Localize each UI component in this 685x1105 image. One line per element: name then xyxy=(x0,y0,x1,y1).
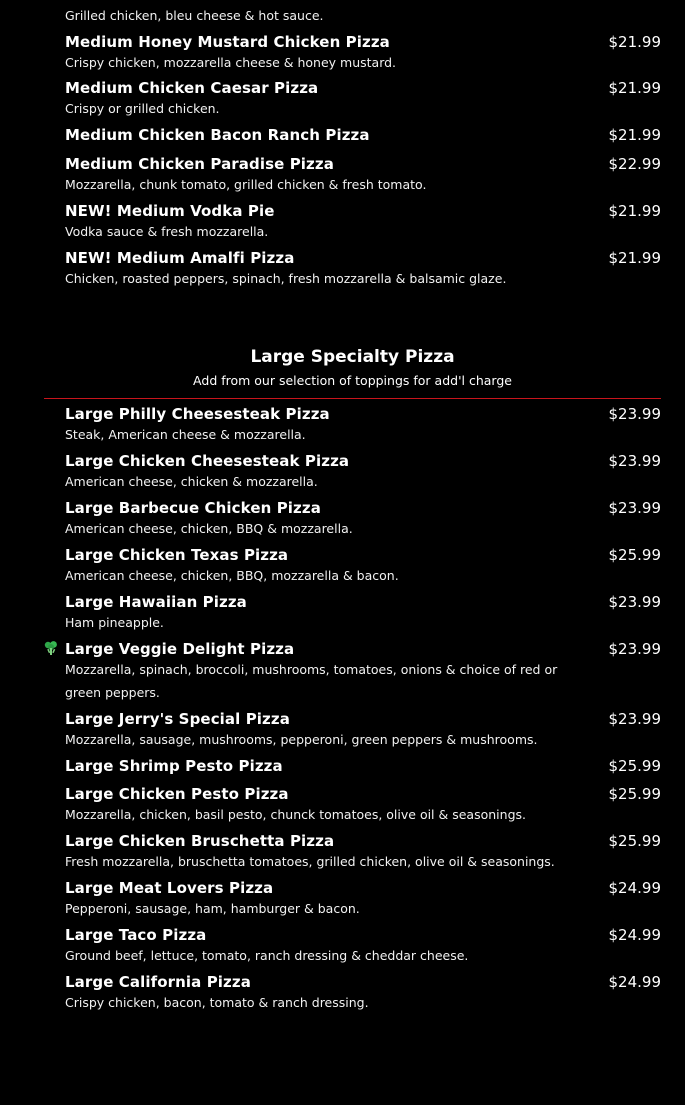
item-price: $24.99 xyxy=(608,926,661,944)
item-price: $21.99 xyxy=(608,202,661,220)
menu-item[interactable] xyxy=(65,757,661,775)
item-name: Large Chicken Texas Pizza xyxy=(65,546,289,564)
item-name: Large Taco Pizza xyxy=(65,926,207,944)
large-specialty-section xyxy=(0,399,685,1014)
item-price: $25.99 xyxy=(608,785,661,803)
item-name: Large Shrimp Pesto Pizza xyxy=(65,757,283,775)
item-name: Large Chicken Pesto Pizza xyxy=(65,785,289,803)
menu-item[interactable] xyxy=(65,926,661,967)
item-description: Chicken, roasted peppers, spinach, fresh mozzarella & balsamic glaze. xyxy=(65,271,507,286)
menu-item[interactable] xyxy=(65,785,661,826)
item-name: Medium Chicken Bacon Ranch Pizza xyxy=(65,126,370,144)
menu-item[interactable] xyxy=(65,249,661,290)
item-price: $21.99 xyxy=(608,249,661,267)
vegetarian-broccoli-icon xyxy=(43,640,59,656)
item-price: $23.99 xyxy=(608,593,661,611)
section-heading xyxy=(44,346,661,399)
item-description: Grilled chicken, bleu cheese & hot sauce. xyxy=(65,8,324,23)
menu-item[interactable] xyxy=(65,499,661,540)
section-subtitle: Add from our selection of toppings for add'l charge xyxy=(193,373,512,388)
item-description: American cheese, chicken & mozzarella. xyxy=(65,474,318,489)
section-title: Large Specialty Pizza xyxy=(250,347,455,367)
menu-item[interactable] xyxy=(65,405,661,446)
item-name: NEW! Medium Vodka Pie xyxy=(65,202,275,220)
item-name: Large Jerry's Special Pizza xyxy=(65,710,290,728)
item-description: Mozzarella, chunk tomato, grilled chicken & fresh tomato. xyxy=(65,177,427,192)
item-price: $21.99 xyxy=(608,126,661,144)
menu-item[interactable] xyxy=(65,155,661,196)
item-name: Large California Pizza xyxy=(65,973,251,991)
item-price: $25.99 xyxy=(608,546,661,564)
item-price: $21.99 xyxy=(608,33,661,51)
item-name: Large Veggie Delight Pizza xyxy=(65,640,295,658)
menu-item[interactable] xyxy=(65,710,661,751)
item-price: $23.99 xyxy=(608,405,661,423)
item-price: $25.99 xyxy=(608,832,661,850)
menu-item[interactable] xyxy=(65,546,661,587)
item-description: Ground beef, lettuce, tomato, ranch dressing & cheddar cheese. xyxy=(65,948,469,963)
item-name: Medium Chicken Paradise Pizza xyxy=(65,155,334,173)
menu-item[interactable] xyxy=(65,640,661,704)
menu-item[interactable] xyxy=(65,452,661,493)
menu-item[interactable] xyxy=(65,879,661,920)
menu-item[interactable] xyxy=(65,202,661,243)
item-name: Large Hawaiian Pizza xyxy=(65,593,247,611)
item-description: Mozzarella, chicken, basil pesto, chunck tomatoes, olive oil & seasonings. xyxy=(65,807,526,822)
menu-item[interactable] xyxy=(65,33,661,74)
item-price: $23.99 xyxy=(608,499,661,517)
item-name: Large Chicken Bruschetta Pizza xyxy=(65,832,335,850)
menu-item[interactable] xyxy=(65,126,661,144)
item-name: Large Chicken Cheesesteak Pizza xyxy=(65,452,350,470)
item-description: Vodka sauce & fresh mozzarella. xyxy=(65,224,269,239)
item-price: $24.99 xyxy=(608,879,661,897)
item-price: $24.99 xyxy=(608,973,661,991)
item-description: Mozzarella, spinach, broccoli, mushrooms, tomatoes, onions & choice of red or green peppers. xyxy=(65,662,558,700)
item-description: Crispy chicken, bacon, tomato & ranch dressing. xyxy=(65,995,369,1010)
item-name: Medium Honey Mustard Chicken Pizza xyxy=(65,33,390,51)
item-price: $23.99 xyxy=(608,640,661,658)
item-description: American cheese, chicken, BBQ, mozzarella & bacon. xyxy=(65,568,399,583)
menu-item[interactable] xyxy=(65,832,661,873)
item-description: Mozzarella, sausage, mushrooms, pepperoni, green peppers & mushrooms. xyxy=(65,732,538,747)
item-name: Medium Chicken Caesar Pizza xyxy=(65,79,319,97)
item-description: Crispy chicken, mozzarella cheese & honey mustard. xyxy=(65,55,397,70)
item-price: $21.99 xyxy=(608,79,661,97)
item-price: $22.99 xyxy=(608,155,661,173)
item-description: Crispy or grilled chicken. xyxy=(65,101,220,116)
item-price: $23.99 xyxy=(608,710,661,728)
item-name: Large Philly Cheesesteak Pizza xyxy=(65,405,330,423)
item-description: Pepperoni, sausage, ham, hamburger & bacon. xyxy=(65,901,360,916)
item-name: NEW! Medium Amalfi Pizza xyxy=(65,249,295,267)
menu-item[interactable] xyxy=(65,593,661,634)
item-name: Large Barbecue Chicken Pizza xyxy=(65,499,321,517)
item-description: American cheese, chicken, BBQ & mozzarella. xyxy=(65,521,353,536)
item-price: $23.99 xyxy=(608,452,661,470)
medium-specialty-section xyxy=(0,0,685,290)
menu-item[interactable] xyxy=(65,973,661,1014)
item-name: Large Meat Lovers Pizza xyxy=(65,879,274,897)
menu-item[interactable] xyxy=(65,79,661,120)
item-description: Steak, American cheese & mozzarella. xyxy=(65,427,306,442)
item-description: Ham pineapple. xyxy=(65,615,164,630)
item-description: Fresh mozzarella, bruschetta tomatoes, grilled chicken, olive oil & seasonings. xyxy=(65,854,555,869)
item-price: $25.99 xyxy=(608,757,661,775)
